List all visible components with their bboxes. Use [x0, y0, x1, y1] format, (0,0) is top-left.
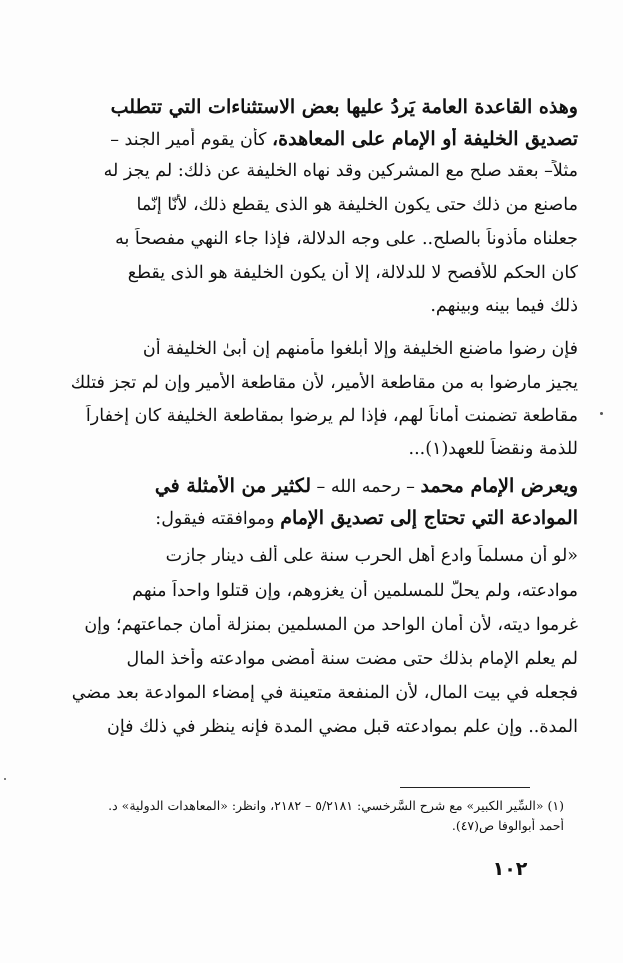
paragraph-1-line-7: ذلك فيما بينه وبينهم.: [430, 296, 578, 316]
paragraph-3-line-2: الموادعة التي تحتاج إلى تصديق الإمام وموافقته فيقول:: [155, 507, 578, 529]
paragraph-4-line-5: فجعله في بيت المال، لأن المنفعة متعينة في إمضاء الموادعة بعد مضي: [71, 683, 578, 703]
paragraph-3-line-1: ويعرض الإمام محمد – رحمه الله – لكثير من الأمثلة في: [154, 475, 578, 497]
scan-speck: [4, 778, 6, 780]
paragraph-1-line-5: جعلناه مأذوناً بالصلح.. على وجه الدلالة، فإذا جاء النهي مفصحاً به: [115, 229, 578, 249]
paragraph-4-line-2: موادعته، ولم يحلّ للمسلمين أن يغزوهم، وإن قتلوا واحداً منهم: [132, 581, 578, 601]
footnote-separator: [400, 787, 530, 788]
paragraph-2-line-3: مقاطعة تضمنت أماناً لهم، فإذا لم يرضوا بمقاطعة الخليفة كان إخفاراً: [85, 406, 578, 426]
paragraph-4-line-4: لم يعلم الإمام بذلك حتى مضت سنة أمضى موادعته وأخذ المال: [126, 649, 578, 669]
page-number: ١٠٢: [492, 858, 528, 880]
paragraph-1-line-2: تصديق الخليفة أو الإمام على المعاهدة، كأن يقوم أمير الجند –: [110, 128, 578, 150]
paragraph-4-line-1: «لو أن مسلماً وادع أهل الحرب سنة على ألف دينار جازت: [165, 546, 578, 566]
paragraph-1-line-4: ماصنع من ذلك حتى يكون الخليفة هو الذى يقطع ذلك، لأنّا إنّما: [136, 195, 578, 215]
paragraph-4-line-6: المدة.. وإن علم بموادعته قبل مضي المدة فإنه ينظر في ذلك فإن: [106, 717, 578, 737]
paragraph-2-line-2: يجيز مارضوا به من مقاطعة الأمير، لأن مقاطعة الأمير وإن لم تجز فتلك: [70, 373, 578, 393]
footnote-line-2: أحمد أبوالوفا ص(٤٧).: [451, 818, 564, 833]
paragraph-1-line-6: كان الحكم للأفصح لا للدلالة، إلا أن يكون الخليفة هو الذى يقطع: [127, 263, 578, 283]
paragraph-2-line-1: فإن رضوا ماضنع الخليفة وإلا أُبلغوا مأمنهم إن أبىٰ الخليفة أن: [142, 339, 578, 359]
footnote-line-1: (١) «السِّير الكبير» مع شرح السَّرخسي: ٥/٢١٨١ – ٢١٨٢، وانظر: «المعاهدات الدولية» د.: [108, 798, 564, 813]
paragraph-4-line-3: غرموا ديته، لأن أمان الواحد من المسلمين بمنزلة أمان جماعتهم؛ وإن: [84, 615, 578, 635]
paragraph-1-line-1: وهذه القاعدة العامة يَردُ عليها بعض الاستثناءات التي تتطلب: [110, 96, 578, 118]
paragraph-2-line-4: للذمة ونقضاً للعهد(١)...: [408, 439, 578, 459]
paragraph-1-line-3: مثلاً– بعقد صلح مع المشركين وقد نهاه الخليفة عن ذلك: لم يجز له: [103, 161, 578, 181]
scan-speck: [600, 412, 603, 415]
